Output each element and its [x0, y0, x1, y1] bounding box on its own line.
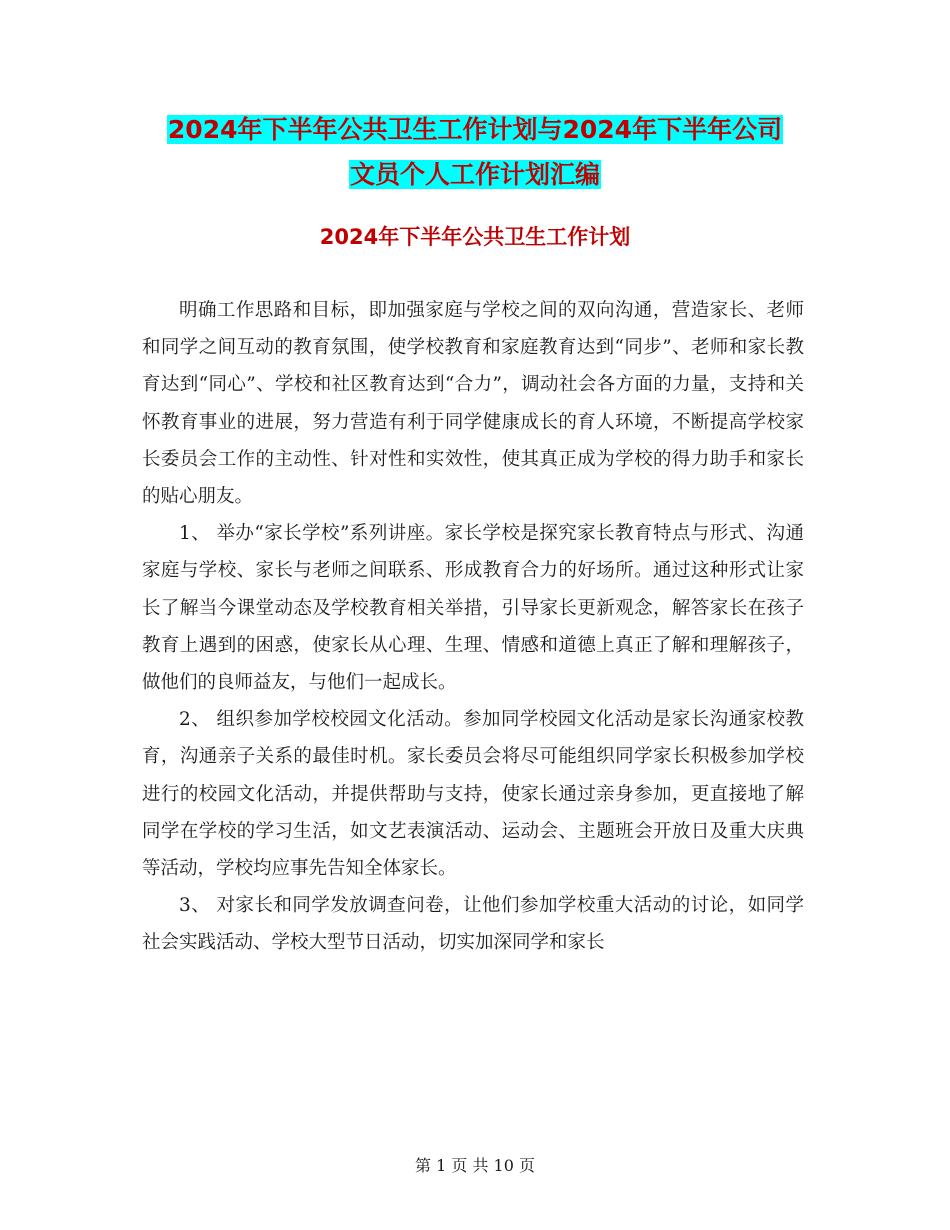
document-title-line-2-text: 文员个人工作计划汇编	[349, 160, 600, 189]
paragraph-intro: 明确工作思路和目标，即加强家庭与学校之间的双向沟通，营造家长、老师和同学之间互动的教育氛围，使学校教育和家庭教育达到“同步”、老师和家长教育达到“同心”、学校和社区教育达到“合力”，调动社会各方面的力量，支持和关怀教育事业的进展，努力营造有利于同学健康成长的育人环境，不断提高学校家长委员会工作的主动性、针对性和实效性，使其真正成为学校的得力助手和家长的贴心朋友。	[142, 300, 804, 508]
paragraph-item-3: 3、 对家长和同学发放调查问卷，让他们参加学校重大活动的讨论，如同学社会实践活动、学校大型节日活动，切实加深同学和家长	[142, 895, 804, 954]
page-footer: 第 1 页 共 10 页	[415, 1156, 535, 1175]
paragraph-item-1: 1、 举办“家长学校”系列讲座。家长学校是探究家长教育特点与形式、沟通家庭与学校、家长与老师之间联系、形成教育合力的好场所。通过这种形式让家长了解当今课堂动态及学校教育相关举措，引导家长更新观念，解答家长在孩子教育上遇到的困惑，使家长从心理、生理、情感和道德上真正了解和理解孩子，做他们的良师益友，与他们一起成长。	[142, 523, 804, 694]
paragraph-item-2: 2、 组织参加学校校园文化活动。参加同学校园文化活动是家长沟通家校教育，沟通亲子关系的最佳时机。家长委员会将尽可能组织同学家长积极参加学校进行的校园文化活动，并提供帮助与支持，使家长通过亲身参加，更直接地了解同学在学校的学习生活，如文艺表演活动、运动会、主题班会开放日及重大庆典等活动，学校均应事先告知全体家长。	[142, 709, 804, 880]
document-title-line-1-text: 2024年下半年公共卫生工作计划与2024年下半年公司	[167, 115, 783, 144]
document-body	[142, 292, 804, 962]
section-title: 2024年下半年公共卫生工作计划	[319, 225, 631, 249]
document-title-line-2	[0, 157, 950, 193]
document-title-line-1	[0, 112, 950, 148]
